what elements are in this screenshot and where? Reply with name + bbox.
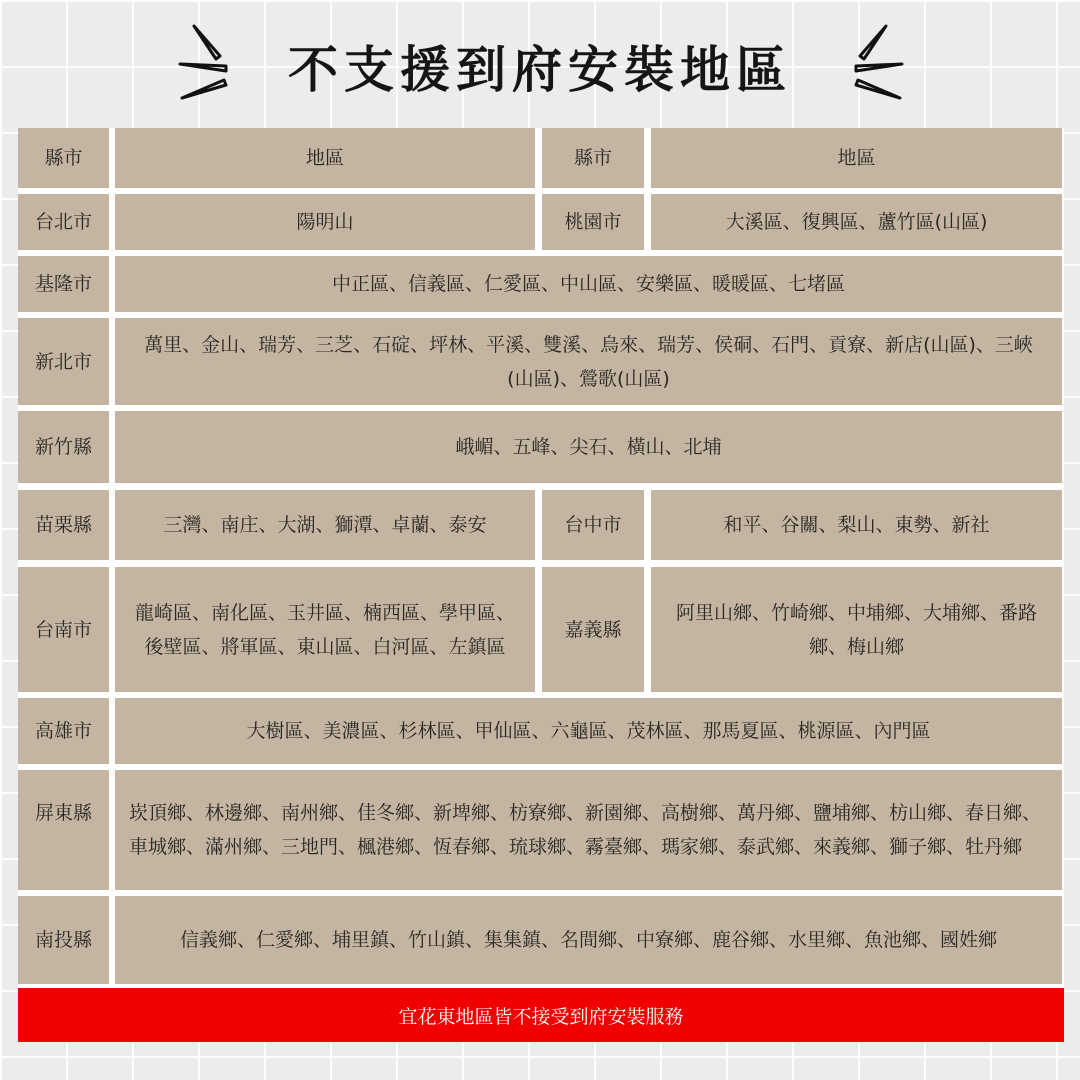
county-pingtung: 屏東縣 (18, 770, 109, 890)
area-miaoli: 三灣、南庄、大湖、獅潭、卓蘭、泰安 (115, 490, 535, 560)
county-taichung: 台中市 (542, 490, 644, 560)
county-kaohsiung: 高雄市 (18, 698, 109, 764)
area-newtaipei-text: 萬里、金山、瑞芳、三芝、石碇、坪林、平溪、雙溪、烏來、瑞芳、侯硐、石門、貢寮、新店(山區)、三峽(山區)、鶯歌(山區) (144, 333, 1033, 390)
area-tainan (115, 567, 535, 692)
county-miaoli: 苗栗縣 (18, 490, 109, 560)
county-taoyuan: 桃園市 (542, 194, 644, 250)
county-taipei: 台北市 (18, 194, 109, 250)
area-pingtung-text: 崁頂鄉、林邊鄉、南州鄉、佳冬鄉、新埤鄉、枋寮鄉、新園鄉、高樹鄉、萬丹鄉、鹽埔鄉、枋山鄉、春日鄉、車城鄉、滿州鄉、三地門、楓港鄉、恆春鄉、琉球鄉、霧臺鄉、瑪家鄉、泰武鄉、來義鄉、獅子鄉、牡丹鄉 (129, 802, 1042, 858)
area-tainan-text: 龍崎區、南化區、玉井區、楠西區、學甲區、後壁區、將軍區、東山區、白河區、左鎮區 (134, 601, 515, 658)
area-newtaipei (115, 318, 1062, 405)
area-nantou (115, 896, 1062, 984)
county-chiayi: 嘉義縣 (542, 567, 644, 692)
header-county-1: 縣市 (18, 128, 109, 188)
area-taipei: 陽明山 (115, 194, 535, 250)
area-taichung: 和平、谷關、梨山、東勢、新社 (651, 490, 1062, 560)
header-area-2: 地區 (651, 128, 1062, 188)
footer-notice: 宜花東地區皆不接受到府安裝服務 (18, 988, 1064, 1042)
area-kaohsiung: 大樹區、美濃區、杉林區、甲仙區、六龜區、茂林區、那馬夏區、桃源區、內門區 (115, 698, 1062, 764)
county-keelung: 基隆市 (18, 256, 109, 312)
county-nantou: 南投縣 (18, 896, 109, 984)
area-keelung: 中正區、信義區、仁愛區、中山區、安樂區、暖暖區、七堵區 (115, 256, 1062, 312)
area-chiayi (651, 567, 1062, 692)
area-chiayi-text: 阿里山鄉、竹崎鄉、中埔鄉、大埔鄉、番路鄉、梅山鄉 (675, 601, 1037, 658)
county-newtaipei: 新北市 (18, 318, 109, 405)
header-area-1: 地區 (115, 128, 535, 188)
area-nantou-text: 信義鄉、仁愛鄉、埔里鎮、竹山鎮、集集鎮、名間鄉、中寮鄉、鹿谷鄉、水里鄉、魚池鄉、國姓鄉 (179, 929, 997, 951)
area-taoyuan: 大溪區、復興區、蘆竹區(山區) (651, 194, 1062, 250)
title-area (0, 18, 1080, 114)
header-county-2: 縣市 (542, 128, 644, 188)
county-tainan: 台南市 (18, 567, 109, 692)
county-hsinchu: 新竹縣 (18, 411, 109, 483)
area-hsinchu: 峨嵋、五峰、尖石、橫山、北埔 (115, 411, 1062, 483)
area-pingtung (115, 770, 1062, 890)
page-title: 不支援到府安裝地區 (288, 41, 792, 99)
